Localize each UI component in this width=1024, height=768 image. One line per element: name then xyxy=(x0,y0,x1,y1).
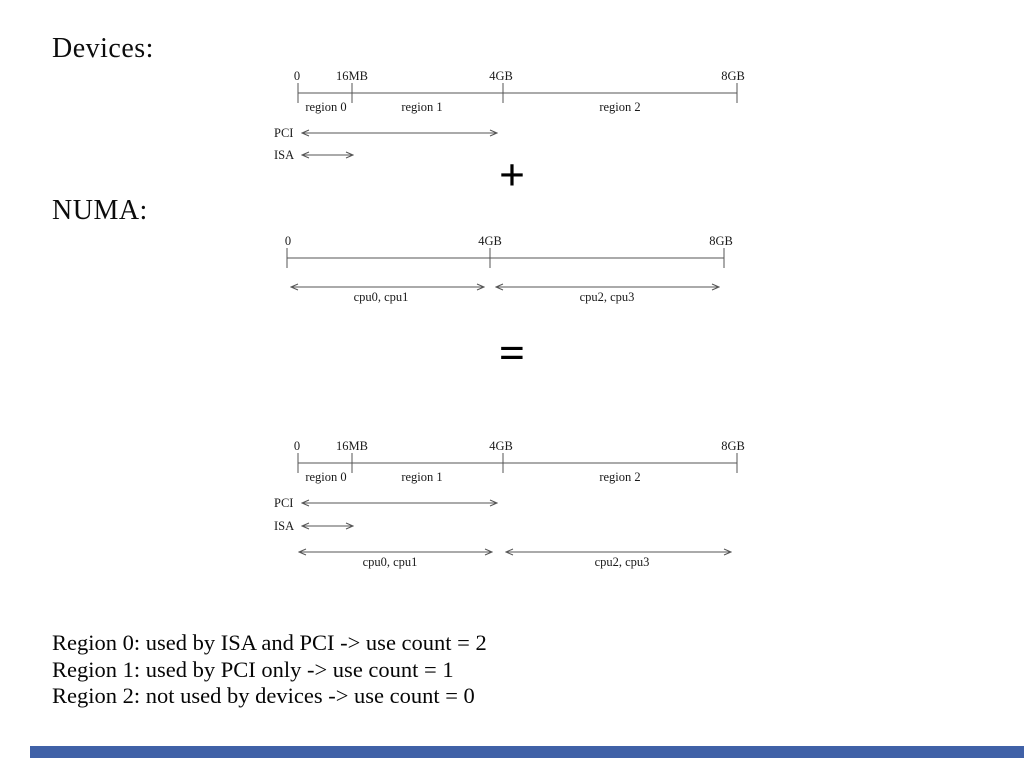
region0-note: Region 0: used by ISA and PCI -> use count = 2 xyxy=(52,630,487,655)
region-usage-notes xyxy=(52,630,487,710)
combined-region2-label: region 2 xyxy=(599,470,641,484)
combined-region0-label: region 0 xyxy=(305,470,347,484)
numa-tick-label-0: 0 xyxy=(284,234,292,248)
region1-note: Region 1: used by PCI only -> use count = 1 xyxy=(52,656,454,682)
devices-region2-label: region 2 xyxy=(599,100,641,114)
devices-tick-label-16mb: 16MB xyxy=(336,69,368,83)
numa-tick-label-8gb: 8GB xyxy=(709,234,733,248)
devices-pci-label: PCI xyxy=(274,126,294,140)
devices-isa-label: ISA xyxy=(274,148,295,162)
combined-node1-label: cpu2, cpu3 xyxy=(594,555,650,569)
devices-region0-label: region 0 xyxy=(305,100,347,114)
numa-address-map xyxy=(285,234,733,304)
combined-address-map xyxy=(274,439,745,569)
numa-node1-label: cpu2, cpu3 xyxy=(579,290,635,304)
plus-operator: + xyxy=(498,149,526,200)
numa-node0-label: cpu0, cpu1 xyxy=(353,290,409,304)
combined-isa-label: ISA xyxy=(274,519,295,533)
devices-region1-label: region 1 xyxy=(401,100,443,114)
combined-tick-label-4gb: 4GB xyxy=(489,439,513,453)
devices-section-label: Devices: xyxy=(52,33,154,64)
combined-region1-label: region 1 xyxy=(401,470,443,484)
devices-tick-label-0: 0 xyxy=(293,69,301,83)
numa-tick-label-4gb: 4GB xyxy=(478,234,502,248)
region2-note: Region 2: not used by devices -> use count = 0 xyxy=(52,683,475,708)
devices-tick-label-8gb: 8GB xyxy=(721,69,745,83)
combined-node0-label: cpu0, cpu1 xyxy=(362,555,418,569)
combined-tick-label-16mb: 16MB xyxy=(336,439,368,453)
devices-tick-label-4gb: 4GB xyxy=(489,69,513,83)
equals-operator: = xyxy=(498,327,526,378)
combined-tick-label-0: 0 xyxy=(293,439,301,453)
numa-section-label: NUMA: xyxy=(52,195,148,226)
combined-pci-label: PCI xyxy=(274,496,294,510)
devices-address-map xyxy=(274,69,745,162)
footer-bar xyxy=(30,746,1024,758)
combined-tick-label-8gb: 8GB xyxy=(721,439,745,453)
